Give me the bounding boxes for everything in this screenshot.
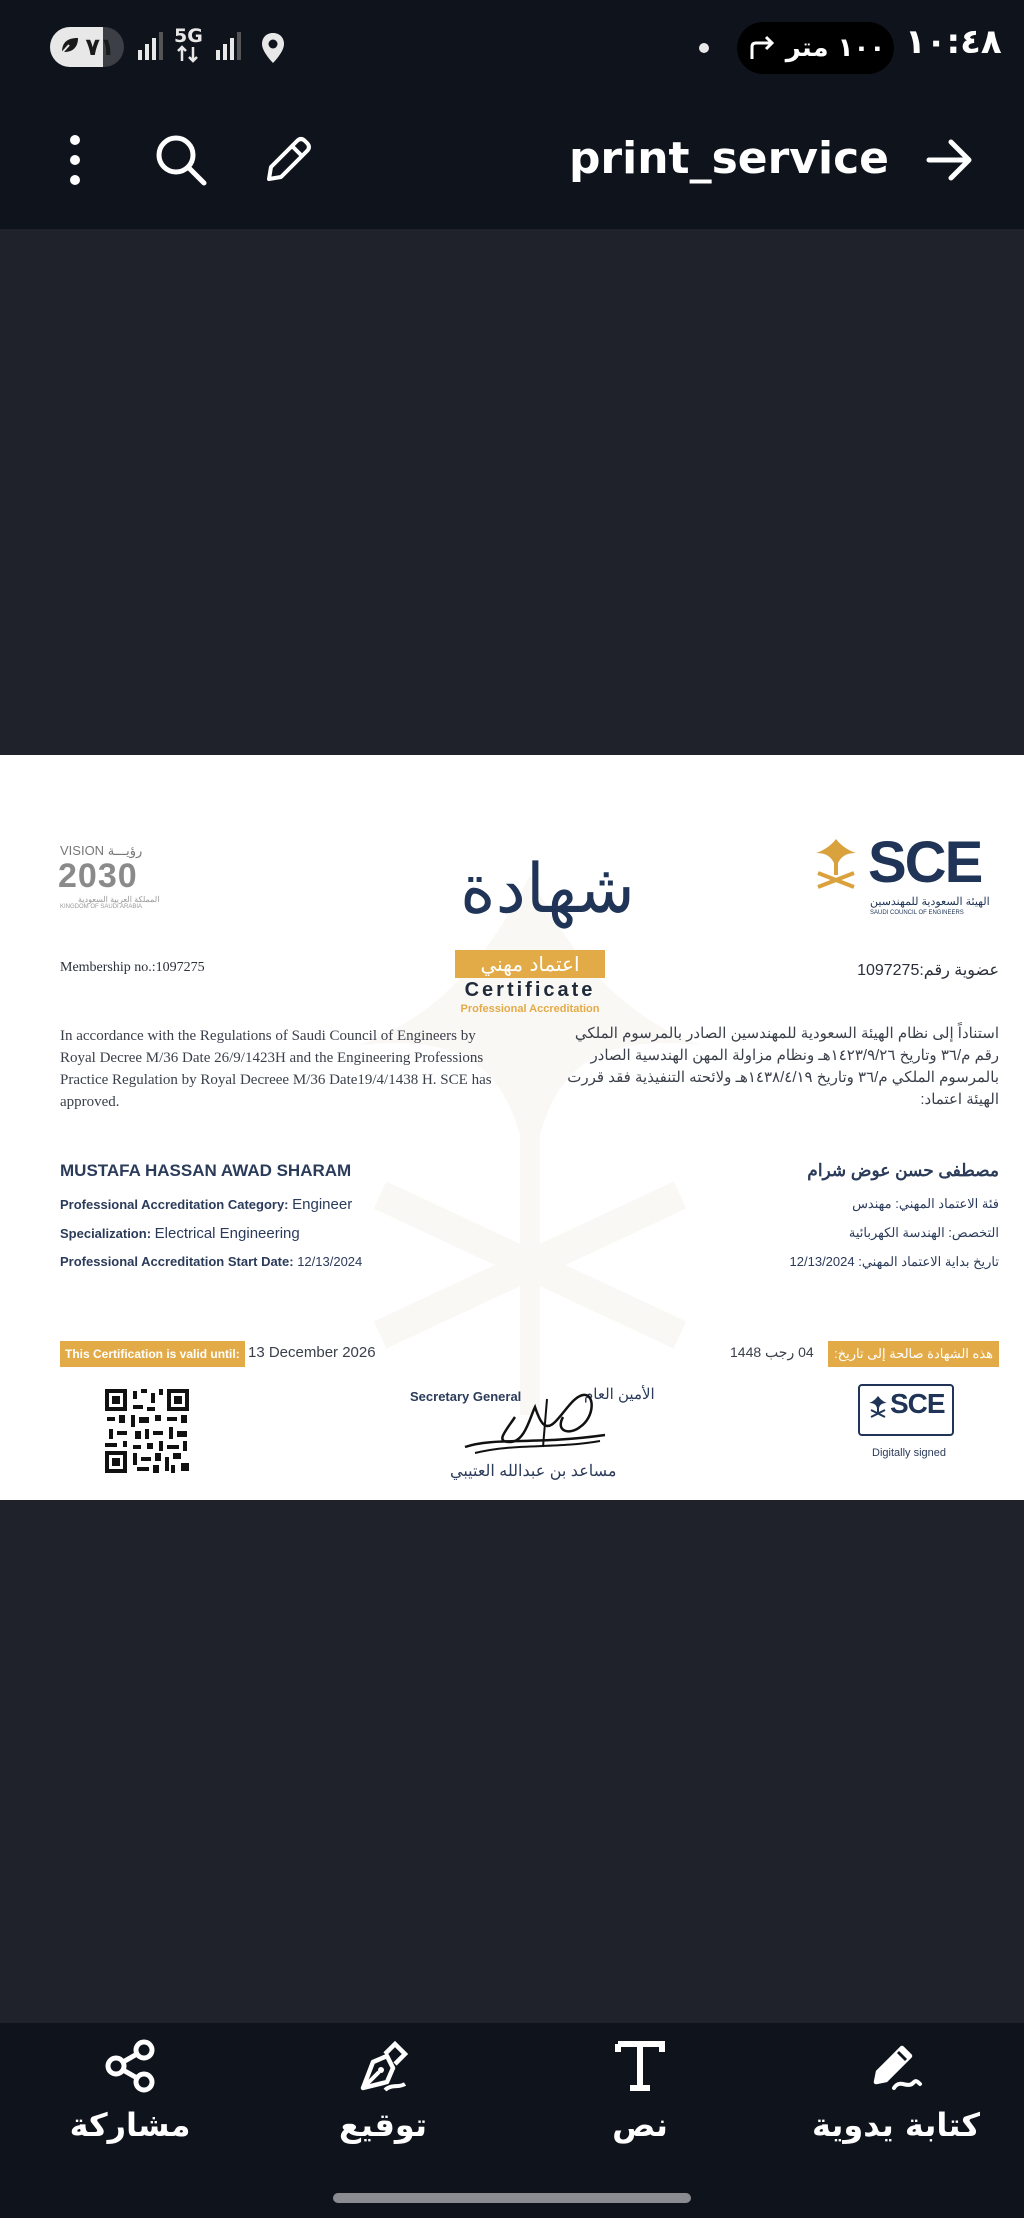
regulation-paragraph-ar: استناداً إلى نظام الهيئة السعودية للمهندسين الصادر بالمرسوم الملكي رقم م/٣٦ وتاريخ ١٤٢٣/٩/٢٦هـ ونظام مزاولة المهن الهندسية الصادر بالمرسوم الملكي م/٣٦ وتاريخ ١٤٣٨/٤/١٩هـ ولائحته التنفيذية فقد قررت الهيئة اعتماد: [567,1025,999,1108]
nav-distance: ١٠٠ متر [785,33,886,63]
status-bar [0,0,1024,95]
more-vert-icon [65,134,85,186]
text-icon [612,2038,668,2094]
certificate-subtitle-en: Professional Accreditation [460,1003,600,1015]
fountain-pen-icon [355,2038,411,2094]
valid-until-date-en: 13 December 2026 [248,1344,376,1361]
search-button[interactable] [146,125,216,195]
secretary-general-ar: الأمين العام [584,1386,655,1403]
sign-label: توقيع [339,2106,427,2144]
more-options-button[interactable] [40,125,110,195]
leaf-icon [59,33,81,61]
sign-button[interactable] [283,2038,483,2168]
stamp-palm-icon [868,1394,888,1418]
location-icon [260,32,286,64]
share-button[interactable] [30,2038,230,2168]
start-date-row-en: Professional Accreditation Start Date: 12/13/2024 [60,1254,363,1269]
certificate-document[interactable] [0,755,1024,1500]
signal-icon [136,32,164,62]
app-bar [0,95,1024,229]
handwriting-pen-icon [868,2038,924,2094]
vision-2030-logo: VISION رؤيـــة 2030 المملكة العربية السعودية KINGDOM OF SAUDI ARABIA [58,843,160,910]
certificate-title-ar: شهادة [460,850,635,929]
share-icon [102,2038,158,2094]
qr-code-icon [103,1387,191,1475]
membership-number-en: Membership no.:1097275 [60,960,205,975]
secretary-general-en: Secretary General [410,1389,522,1404]
specialization-row-ar: التخصص: الهندسة الكهربائية [848,1225,999,1240]
app-title: print_service [568,133,889,184]
home-indicator[interactable] [333,2193,691,2203]
text-button[interactable] [540,2038,740,2168]
text-label: نص [612,2106,668,2144]
notification-dot [699,43,709,53]
share-label: مشاركة [69,2106,191,2144]
back-button[interactable] [915,125,985,195]
bottom-toolbar [0,2023,1024,2218]
specialization-row-en: Specialization: Electrical Engineering [60,1225,300,1242]
data-arrows-icon [176,45,200,63]
pencil-icon [261,133,315,187]
arrow-forward-icon [925,138,975,182]
palm-swords-icon [812,835,860,891]
signatory-name-ar: مساعد بن عبدالله العتيبي [450,1463,617,1480]
signature-icon [455,1387,615,1462]
sce-logo: SCE الهيئة السعودية للمهندسين SAUDI COUNCIL OF ENGINEERS [812,835,1002,925]
digital-stamp: SCE [858,1384,954,1436]
regulation-paragraph-en: In accordance with the Regulations of Saudi Council of Engineers by Royal Decree M/36 Date 26/9/1423H and the Engineering Professions Practice Regulation by Royal Decreee M/36 Date19/4/1438 H. SCE has approved. [60,1028,492,1110]
valid-until-label-ar: هذه الشهادة صالحة إلى تاريخ: [828,1341,999,1367]
edit-button[interactable] [253,125,323,195]
search-icon [154,133,208,187]
membership-number-ar: عضوية رقم:1097275 [857,962,999,979]
battery-level: ٧١ [85,33,115,61]
battery-indicator [50,27,124,67]
valid-until-date-ar: 04 رجب 1448 [730,1344,814,1360]
network-badge: 5G [174,27,203,66]
handwriting-button[interactable] [796,2038,996,2168]
certificate-title-en: Certificate [464,979,596,1001]
turn-arrow-icon [746,35,776,61]
category-row-ar: فئة الاعتماد المهني: مهندس [852,1196,999,1211]
start-date-row-ar: تاريخ بداية الاعتماد المهني: 12/13/2024 [789,1254,999,1269]
digitally-signed-label: Digitally signed [872,1447,946,1459]
accreditation-ribbon: اعتماد مهني [455,950,605,978]
holder-name-en: MUSTAFA HASSAN AWAD SHARAM [60,1161,352,1180]
category-row-en: Professional Accreditation Category: Engineer [60,1196,353,1213]
holder-name-ar: مصطفى حسن عوض شرام [807,1161,999,1180]
clock: ١٠:٤٨ [905,22,1002,62]
valid-until-label-en: This Certification is valid until: [60,1341,245,1367]
handwriting-label: كتابة يدوية [811,2106,981,2144]
navigation-pill[interactable] [737,22,894,74]
signal-icon-2 [214,32,242,62]
